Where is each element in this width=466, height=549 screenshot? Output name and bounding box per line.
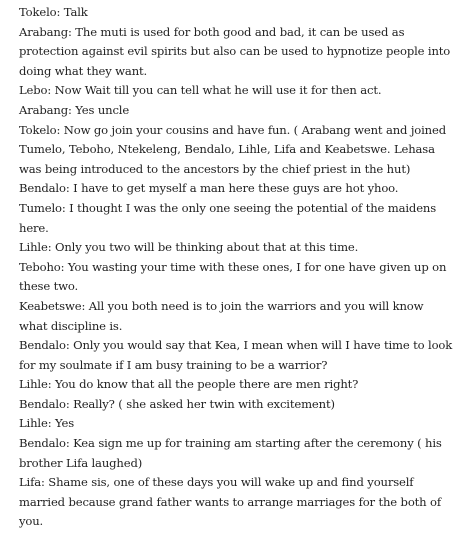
dialogue-line: Lifa: Shame sis, one of these days you will wake up and find yourself married because grand father wants to arrange marriages for the both of you. <box>19 475 441 529</box>
dialogue-line: Lihle: Yes <box>19 416 74 431</box>
dialogue-line: Keabetswe: All you both need is to join the warriors and you will know what discipline is. <box>19 298 424 333</box>
dialogue-line: Lihle: You do know that all the people there are men right? <box>19 377 359 392</box>
dialogue-text <box>19 3 455 532</box>
dialogue-line: Bendalo: Only you would say that Kea, I mean when will I have time to look for my soulmate if I am busy training to be a warrior? <box>19 338 453 372</box>
dialogue-line: Teboho: You wasting your time with these ones, I for one have given up on these two. <box>19 259 447 294</box>
dialogue-line: Tokelo: Talk <box>19 5 88 19</box>
dialogue-line: Lebo: Now Wait till you can tell what he will use it for then act. <box>19 83 382 98</box>
dialogue-line: Lihle: Only you two will be thinking about that at this time. <box>19 240 359 255</box>
dialogue-line: Tumelo: I thought I was the only one seeing the potential of the maidens here. <box>19 200 437 235</box>
dialogue-line: Arabang: The muti is used for both good and bad, it can be used as protection against evil spirits but also can be used to hypnotize people into doing what they want. <box>19 24 451 78</box>
dialogue-line: Arabang: Yes uncle <box>19 102 130 117</box>
dialogue-line: Tokelo: Now go join your cousins and have fun. ( Arabang went and joined Tumelo, Teboho, Ntekeleng, Bendalo, Lihle, Lifa and Keabetswe. Lehasa was being introduced to the ancestors by the chief priest in the hut) <box>19 122 446 176</box>
dialogue-line: Bendalo: Really? ( she asked her twin with excitement) <box>19 396 335 411</box>
dialogue-line: Bendalo: Kea sign me up for training am starting after the ceremony ( his brother Lifa laughed) <box>19 436 442 470</box>
dialogue-line: Bendalo: I have to get myself a man here these guys are hot yhoo. <box>19 181 399 196</box>
